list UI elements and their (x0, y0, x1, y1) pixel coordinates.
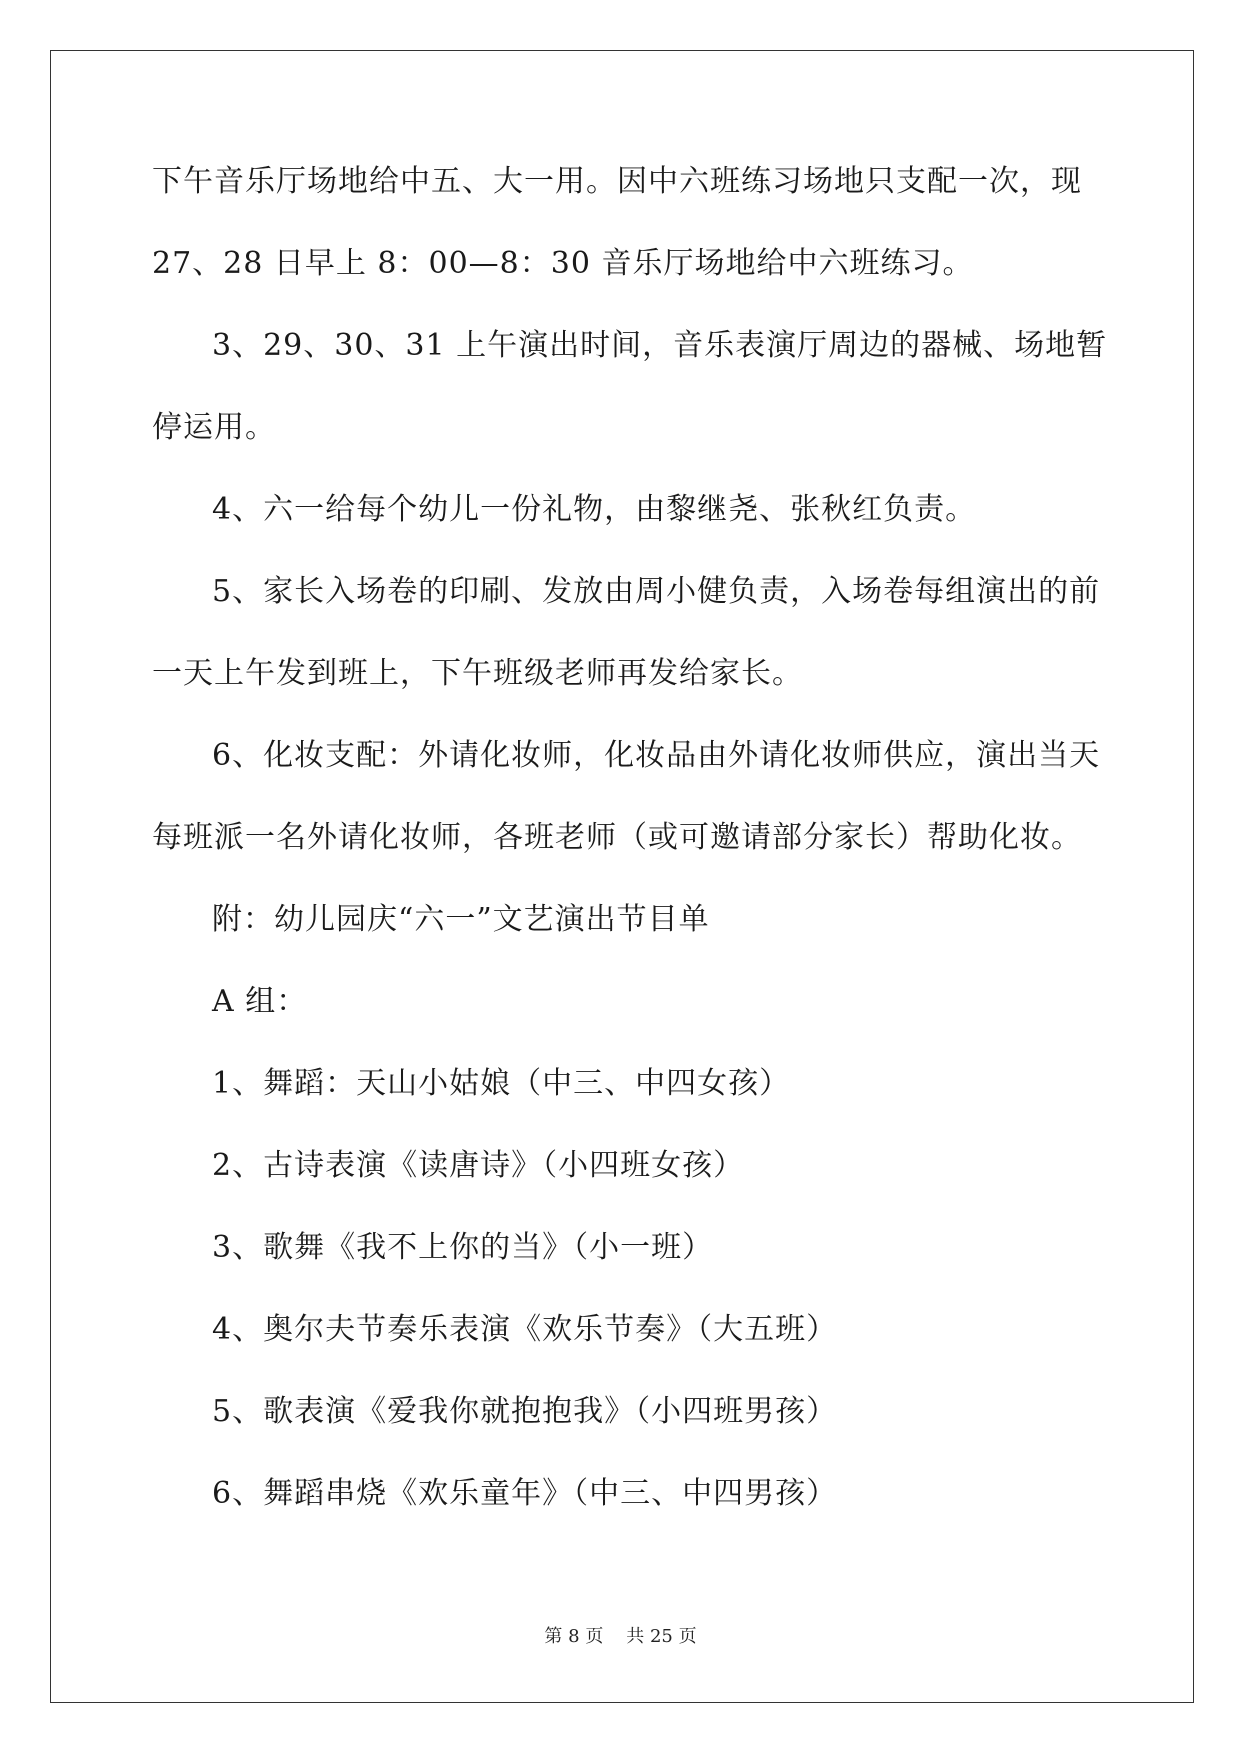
text-line: 4、六一给每个幼儿一份礼物，由黎继尧、张秋红负责。 (212, 492, 977, 527)
program-item: 4、奥尔夫节奏乐表演《欢乐节奏》（大五班） (212, 1312, 838, 1347)
text-line: 每班派一名外请化妆师，各班老师（或可邀请部分家长）帮助化妆。 (152, 820, 1082, 855)
text-line: 停运用。 (152, 410, 276, 445)
text-line: 27、28 日早上 8：00—8：30 音乐厅场地给中六班练习。 (152, 246, 974, 281)
program-item: 5、歌表演《爱我你就抱抱我》（小四班男孩） (212, 1394, 838, 1429)
appendix-heading: 附：幼儿园庆“六一”文艺演出节目单 (212, 902, 710, 937)
text-line: 6、化妆支配：外请化妆师，化妆品由外请化妆师供应，演出当天 (212, 738, 1101, 773)
text-line: 5、家长入场卷的印刷、发放由周小健负责，入场卷每组演出的前 (212, 574, 1101, 609)
page-number: 第 8 页 (544, 1626, 604, 1647)
program-item: 1、舞蹈：天山小姑娘（中三、中四女孩） (212, 1066, 791, 1101)
document-body (152, 162, 1108, 1556)
group-heading: A 组： (212, 984, 308, 1019)
text-line: 3、29、30、31 上午演出时间，音乐表演厅周边的器械、场地暂 (212, 328, 1108, 363)
page-footer (0, 1625, 1241, 1649)
page-total: 共 25 页 (626, 1626, 697, 1647)
text-line: 下午音乐厅场地给中五、大一用。因中六班练习场地只支配一次，现 (152, 164, 1082, 199)
program-item: 3、歌舞《我不上你的当》（小一班） (212, 1230, 714, 1265)
program-item: 6、舞蹈串烧《欢乐童年》（中三、中四男孩） (212, 1476, 838, 1511)
program-item: 2、古诗表演《读唐诗》（小四班女孩） (212, 1148, 745, 1183)
text-line: 一天上午发到班上，下午班级老师再发给家长。 (152, 656, 803, 691)
